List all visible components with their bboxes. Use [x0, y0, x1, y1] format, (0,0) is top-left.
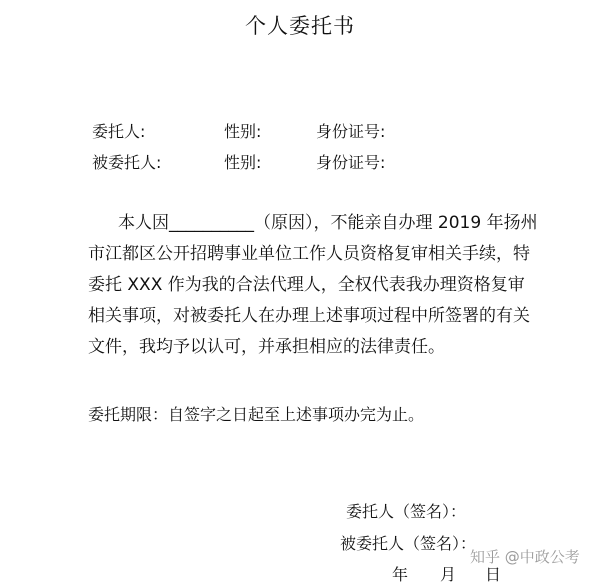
- principal-gender-label: 性别:: [224, 122, 262, 141]
- date-month: 月: [440, 565, 457, 584]
- principal-id-label: 身份证号:: [316, 122, 386, 141]
- agent-label: 被委托人:: [92, 153, 162, 172]
- principal-signature-line: 委托人（签名）：: [346, 502, 467, 521]
- document-title: 个人委托书: [245, 14, 355, 38]
- authorization-paragraph: [88, 208, 548, 363]
- paragraph-line: 市江都区公开招聘事业单位工作人员资格复审相关手续，特: [88, 244, 530, 264]
- watermark-text: 知乎 @中政公考: [470, 548, 580, 566]
- date-day: 日: [485, 565, 502, 584]
- authorization-term: 委托期限：自签字之日起至上述事项办完为止。: [88, 405, 425, 424]
- date-year: 年: [392, 565, 409, 584]
- principal-label: 委托人:: [92, 122, 146, 141]
- agent-id-label: 身份证号:: [316, 153, 386, 172]
- paragraph-line: 相关事项，对被委托人在办理上述事项过程中所签署的有关: [88, 306, 530, 326]
- agent-gender-label: 性别:: [224, 153, 262, 172]
- paragraph-line: 文件，我均予以认可，并承担相应的法律责任。: [88, 337, 445, 357]
- paragraph-line: 委托 XXX 作为我的合法代理人，全权代表我办理资格复审: [88, 275, 525, 295]
- agent-signature-line: 被委托人（签名）：: [340, 534, 477, 553]
- paragraph-line: 本人因__________（原因），不能亲自办理 2019 年扬州: [118, 213, 538, 233]
